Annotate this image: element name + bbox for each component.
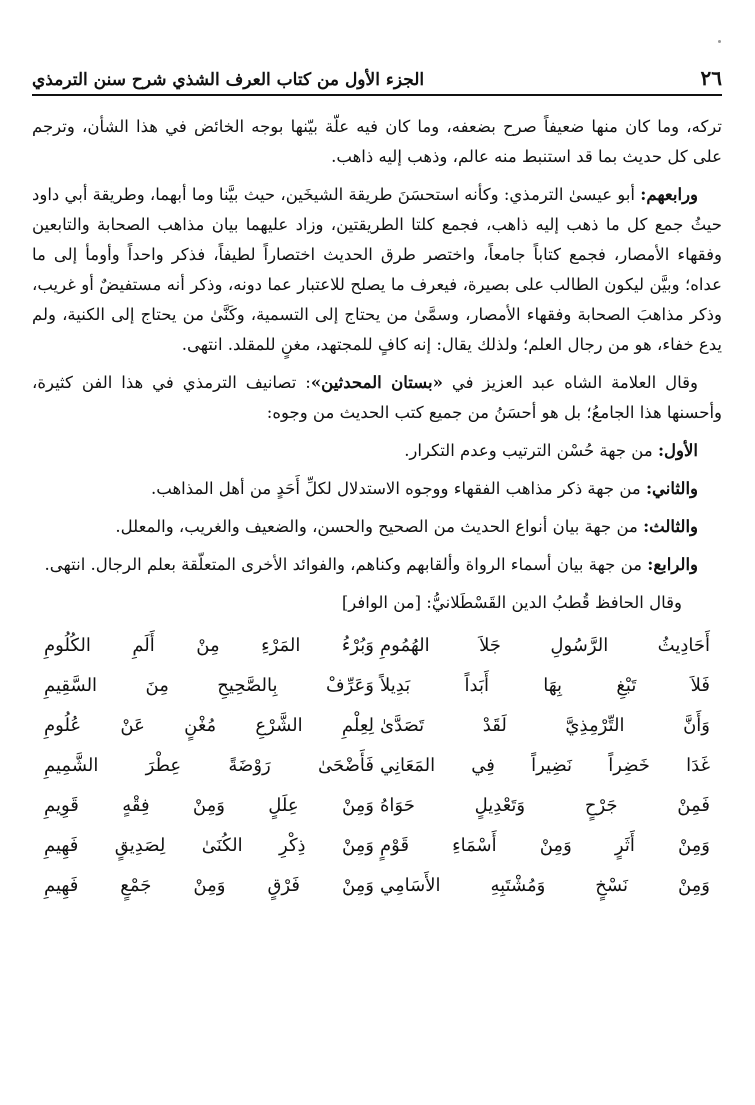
paragraph-text: من جهة ذكر مذاهب الفقهاء ووجوه الاستدلال لكلِّ أَحَدٍ من أهل المذاهب.: [151, 479, 646, 498]
verse: [32, 626, 722, 666]
paragraph-continuation: [32, 112, 722, 172]
hemistich-first: وَمِنْ نَسْخٍ وَمُشْتَبِهِ الأَسَامِي: [380, 875, 710, 896]
paragraph-text: : تصانيف الترمذي في هذا الفن كثيرة، وأحسنها هذا الجامعُ؛ بل هو أحسَنُ من جميع كتب الحديث من وجوه:: [32, 373, 722, 422]
hemistich-first: غَدَا خَضِراً نَضِيراً فِي المَعَانِي: [380, 755, 710, 776]
hemistich-first: فَمِنْ جَرْحٍ وَتَعْدِيلٍ حَوَاهُ: [380, 795, 710, 816]
paragraph-fourth-point: [32, 550, 722, 580]
page-body: [32, 112, 722, 906]
paragraph-shah-abdulaziz: [32, 368, 722, 428]
paragraph-lead: والثاني:: [645, 479, 698, 498]
paragraph-text: من جهة بيان أسماء الرواة وألقابهم وكناهم، والفوائد الأخرى المتعلّقة بعلم الرجال. انتهى.: [44, 555, 648, 574]
running-title: الجزء الأول من كتاب العرف الشذي شرح سنن الترمذي: [32, 70, 425, 90]
hemistich-second: وَبُرْءُ المَرْءِ مِنْ أَلَمِ الكُلُومِ: [44, 635, 374, 656]
hemistich-second: وَمِنْ عِلَلٍ وَمِنْ فِقْهٍ قَوِيمِ: [44, 795, 374, 816]
paragraph-lead: ورابعهم:: [640, 185, 698, 204]
verse: [32, 666, 722, 706]
paragraph-pre: وقال العلامة الشاه عبد العزيز في: [442, 373, 698, 392]
page-header: [32, 58, 722, 96]
speck: [718, 40, 721, 43]
paragraph-text: أبو عيسىٰ الترمذي: وكأنه استحسَنَ طريقة الشيخَين، حيث بيَّنا وما أبهما، وطريقة أبي داود حيثُ جمع كل ما ذهب إليه ذاهب، فجمع كلتا الطريقتين، وزاد عليهما بيان مذاهب الصحابة والتابعين وفقهاء الأمصار، فجمع كتاباً جامعاً، واختصر طرق الحديث اختصاراً لطيفاً، فذكر واحداً وأومأ إلى ما عداه؛ وبيَّن ليكون الطالب على بصيرة، فيعرف ما يصلح للاعتبار عما دونه، وذكر أنه مستفيضٌ أو غريب، وذكر مذاهبَ الصحابة وفقهاء الأمصار، وسمَّىٰ من يحتاج إلى التسمية، وكَنَّىٰ من يحتاج إلى الكنية، ولم يدع خفاء، هو من رجال العلم؛ ولذلك يقال: إنه كافٍ للمجتهد، مغنٍ للمقلد. انتهى.: [32, 185, 722, 354]
page-number: ٢٦: [700, 66, 722, 90]
paragraph-lead: الأول:: [657, 441, 698, 460]
hemistich-second: وَمِنْ ذِكْرِ الكُنَىٰ لِصَدِيقٍ فَهِيمِ: [44, 835, 374, 856]
poem-intro: وقال الحافظ قُطبُ الدين القَسْطَلانيُّ: [من الوافر]: [341, 593, 682, 612]
paragraph-first: [32, 436, 722, 466]
hemistich-first: فَلاَ تَبْغِ بِهَا أَبَداً بَدِيلاً: [380, 675, 710, 696]
hemistich-first: أَحَادِيثُ الرَّسُولِ جَلاَ الهُمُومِ: [380, 635, 710, 656]
paragraph-text: تركه، وما كان منها ضعيفاً صرح بضعفه، وما كان فيه علّة بيّنها بوجه الخائض في هذا الشأن، وترجم على كل حديث بما قد استنبط منه عالم، وذهب إليه ذاهب.: [32, 117, 722, 166]
verse: [32, 826, 722, 866]
paragraph-second: [32, 474, 722, 504]
hemistich-second: فَأَضْحَىٰ رَوْضَةً عِطْرَ الشَّمِيمِ: [44, 755, 374, 776]
verse: [32, 706, 722, 746]
hemistich-second: لِعِلْمِ الشَّرْعِ مُغْنٍ عَنْ عُلُومِ: [44, 715, 374, 736]
verse: [32, 866, 722, 906]
paragraph-text: من جهة حُسْن الترتيب وعدم التكرار.: [404, 441, 658, 460]
paragraph-text: من جهة بيان أنواع الحديث من الصحيح والحسن، والضعيف والغريب، والمعلل.: [115, 517, 644, 536]
hemistich-second: وَمِنْ فَرْقٍ وَمِنْ جَمْعٍ فَهِيمِ: [44, 875, 374, 896]
hemistich-first: وَمِنْ أَثَرٍ وَمِنْ أَسْمَاءِ قَوْمٍ: [380, 835, 710, 856]
verse: [32, 786, 722, 826]
paragraph-lead: والرابع:: [647, 555, 698, 574]
poem: [32, 626, 722, 906]
verse: [32, 746, 722, 786]
paragraph-lead: والثالث:: [643, 517, 698, 536]
hemistich-second: وَعَرِّفْ بِالصَّحِيحِ مِنَ السَّقِيمِ: [44, 675, 374, 696]
hemistich-first: وَأَنَّ التِّرْمِذِيَّ لَقَدْ تَصَدَّىٰ: [380, 715, 710, 736]
paragraph-third: [32, 512, 722, 542]
paragraph-fourth: [32, 180, 722, 360]
book-title: «بستان المحدثين»: [310, 373, 443, 392]
